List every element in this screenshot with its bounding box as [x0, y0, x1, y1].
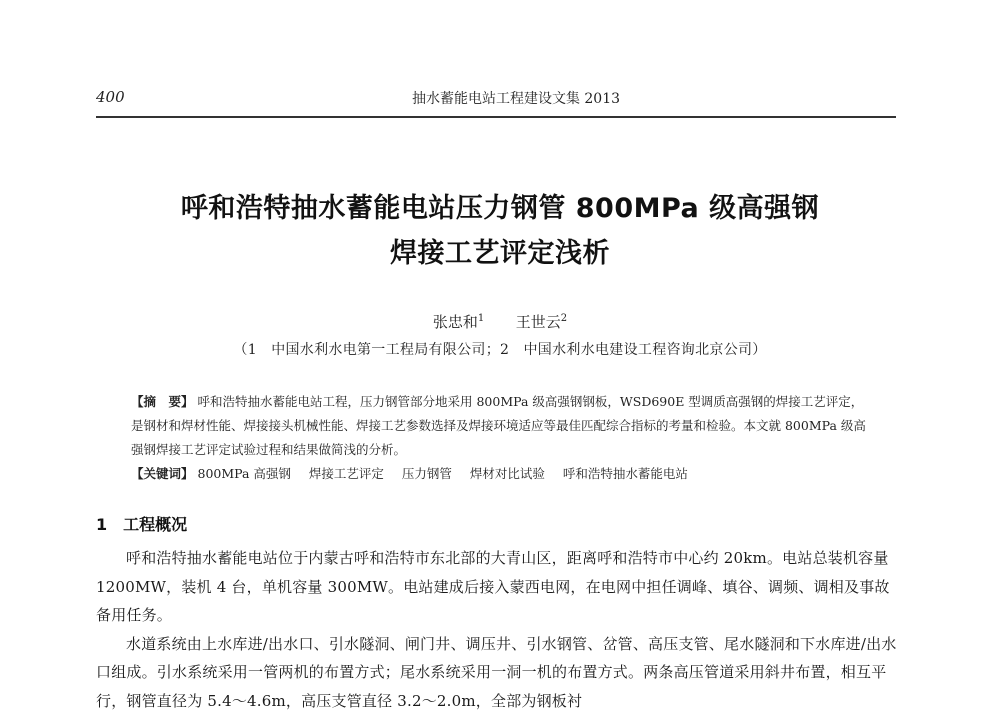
- abstract-text: 呼和浩特抽水蓄能电站工程，压力钢管部分地采用 800MPa 级高强钢钢板，WSD690E 型调质高强钢的焊接工艺评定，是钢材和焊材性能、焊接接头机械性能、焊接工艺参数选择及焊接环境适应等最佳匹配综合指标的考量和检验。本文就 800MPa 级高强钢焊接工艺评定试验过程和结果做简浅的分析。: [131, 394, 866, 457]
- keyword: 压力钢管: [401, 466, 452, 481]
- paragraph: 呼和浩特抽水蓄能电站位于内蒙古呼和浩特市东北部的大青山区，距离呼和浩特市中心约 20km。电站总装机容量 1200MW，装机 4 台，单机容量 300MW。电站建成后接入蒙西电网，在电网中担任调峰、填谷、调频、调相及事故备用任务。: [96, 549, 890, 624]
- title-line-2: 焊接工艺评定浅析: [390, 238, 610, 269]
- keyword: 焊接工艺评定: [308, 466, 384, 481]
- affiliations: （1 中国水利水电第一工程局有限公司；2 中国水利水电建设工程咨询北京公司）: [233, 342, 767, 358]
- section-number: 1: [96, 515, 108, 534]
- keyword: 800MPa 高强钢: [197, 466, 291, 481]
- page-number: 400: [96, 88, 125, 106]
- section-heading: [96, 512, 187, 535]
- section-title: 工程概况: [123, 515, 188, 534]
- author-list: [0, 311, 1000, 332]
- running-header: [96, 88, 896, 114]
- body-text: [96, 544, 902, 715]
- keywords: [131, 462, 871, 486]
- author-name: 王世云: [515, 313, 561, 331]
- keyword: 焊材对比试验: [469, 466, 545, 481]
- author-name: 张忠和: [432, 313, 478, 331]
- paragraph: 水道系统由上水库进/出水口、引水隧洞、闸门井、调压井、引水钢管、岔管、高压支管、尾水隧洞和下水库进/出水口组成。引水系统采用一管两机的布置方式；尾水系统采用一洞一机的布置方式。两条高压管道采用斜井布置，相互平行，钢管直径为 5.4～4.6m，高压支管直径 3.2～2.0m，全部为钢板衬: [96, 634, 897, 710]
- author-affil-mark: 1: [477, 313, 485, 324]
- title-line-1: 呼和浩特抽水蓄能电站压力钢管 800MPa 级高强钢: [180, 193, 820, 224]
- keywords-label: 【关键词】: [131, 466, 194, 481]
- author-affil-mark: 2: [560, 313, 568, 324]
- abstract-label: 【摘 要】: [131, 394, 194, 409]
- keyword: 呼和浩特抽水蓄能电站: [562, 466, 688, 481]
- journal-title: 抽水蓄能电站工程建设文集 2013: [411, 91, 621, 107]
- paper-title: [100, 186, 900, 276]
- header-rule: [96, 116, 896, 118]
- abstract: [131, 390, 871, 462]
